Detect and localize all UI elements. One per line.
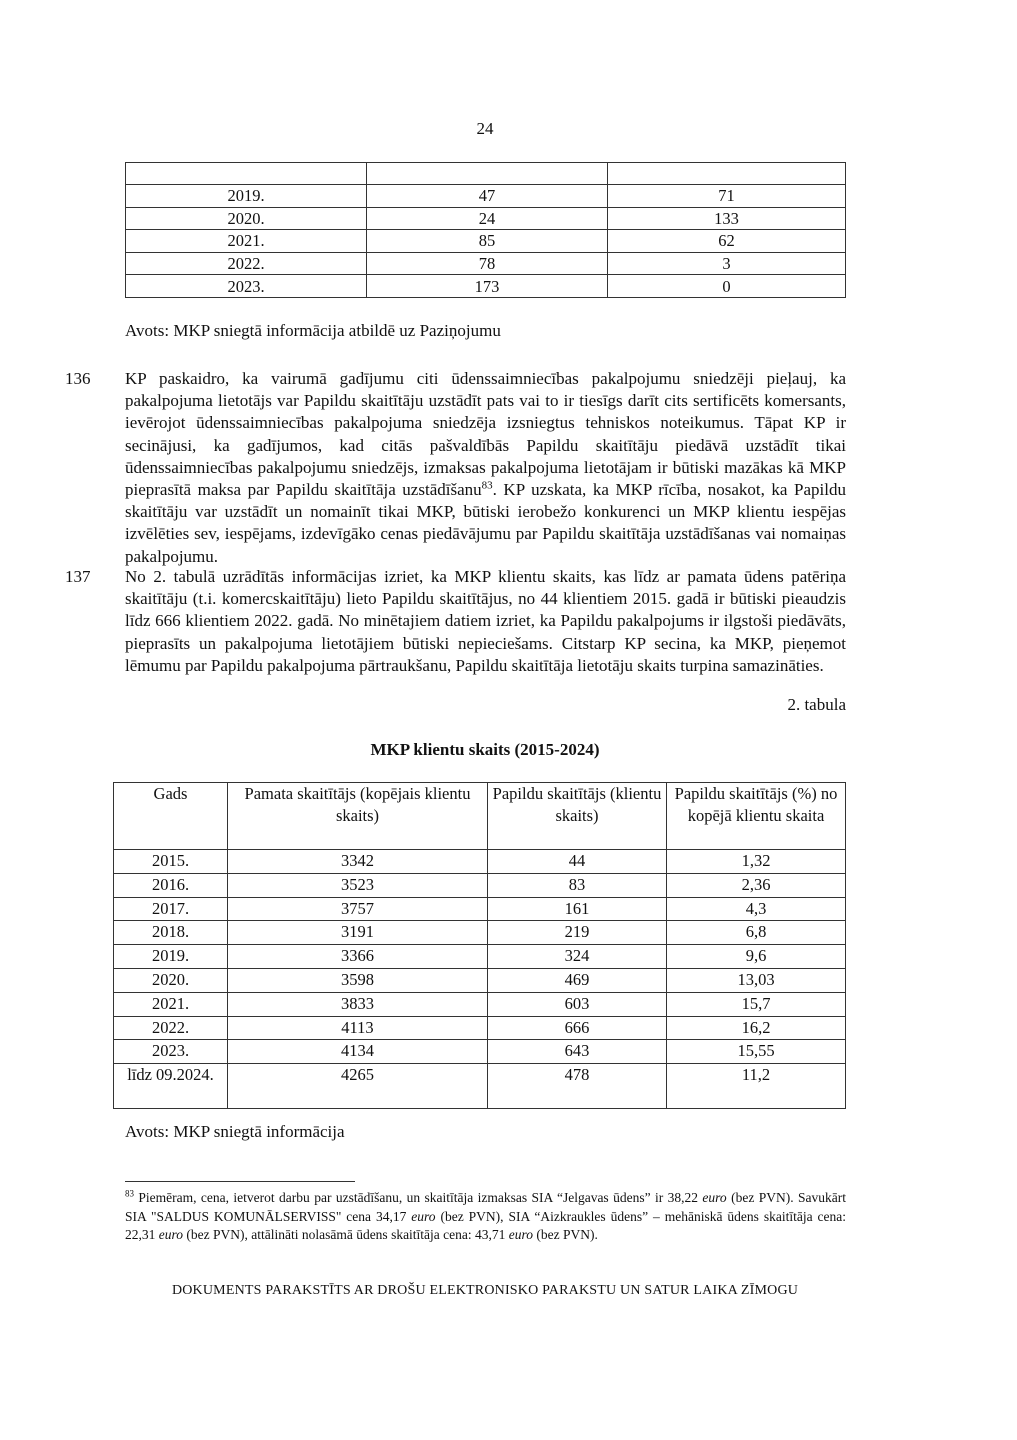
table-cell: 3833 xyxy=(228,992,488,1016)
table-cell: 324 xyxy=(488,945,667,969)
table-cell: 2015. xyxy=(114,850,228,874)
paragraph-number: 136 xyxy=(65,369,91,388)
table-cell: 4,3 xyxy=(667,897,846,921)
table-2-title: MKP klientu skaits (2015-2024) xyxy=(370,740,600,759)
footnote-text: euro xyxy=(158,1227,183,1242)
footnote xyxy=(125,1189,846,1245)
table-cell: 6,8 xyxy=(667,921,846,945)
table-row xyxy=(114,897,846,921)
table-cell: 1,32 xyxy=(667,850,846,874)
table-cell: 173 xyxy=(367,275,608,298)
page-number: 24 xyxy=(476,119,494,138)
table-cell xyxy=(608,163,846,185)
table-cell: 3191 xyxy=(228,921,488,945)
footnote-text: (bez PVN), attālināti nolasāmā ūdens skaitītāja cena: 43,71 xyxy=(183,1227,509,1242)
paragraph-text: No 2. tabulā uzrādītās informācijas izriet, ka MKP klientu skaits, kas līdz ar pamata ūdens patēriņa skaitītāju (t.i. komercskaitītāju) lieto Papildu skaitītājus, no 44 klientiem 2015. gadā ir būtiski pieaudzis līdz 666 klientiem 2022. gadā. No minētajiem datiem izriet, ka Papildu pakalpojums ir ilgstoši piedāvāts, pieprasīts un pakalpojuma lietotājiem būtiski nepieciešams. Citstarp KP secina, ka MKP, pieņemot lēmumu par Papildu pakalpojuma pārtraukšanu, Papildu skaitītāja lietotāju skaits turpina samazināties. xyxy=(125,567,846,675)
footnote-text: euro xyxy=(702,1190,727,1205)
table-1-source: Avots: MKP sniegtā informācija atbildē uz Paziņojumu xyxy=(125,321,501,340)
table-cell: 3598 xyxy=(228,968,488,992)
footnote-reference[interactable]: 83 xyxy=(481,479,493,492)
table-row xyxy=(126,230,846,253)
table-cell: 15,55 xyxy=(667,1040,846,1064)
table-cell: 2022. xyxy=(114,1016,228,1040)
table-cell: 2023. xyxy=(126,275,367,298)
table-2-label: 2. tabula xyxy=(787,695,846,714)
table-cell: 2017. xyxy=(114,897,228,921)
table-row xyxy=(114,1040,846,1064)
footnote-text: (bez PVN), SIA “Aizkraukles ūdens” – mehāniskā ūdens skaitītāja cena: 22,31 xyxy=(125,1208,846,1242)
table-cell: 666 xyxy=(488,1016,667,1040)
footnote-text: euro xyxy=(411,1208,436,1224)
table-cell: 3523 xyxy=(228,873,488,897)
paragraph-136 xyxy=(65,368,846,568)
table-cell: 3 xyxy=(608,252,846,275)
footnote-text: euro xyxy=(508,1227,534,1242)
table-cell: 0 xyxy=(608,275,846,298)
table-cell: 3342 xyxy=(228,850,488,874)
table-cell xyxy=(367,163,608,185)
table-cell: 2019. xyxy=(114,945,228,969)
table-cell: 9,6 xyxy=(667,945,846,969)
table-row xyxy=(114,1064,846,1109)
table-cell: 161 xyxy=(488,897,667,921)
table-row xyxy=(114,921,846,945)
table-cell: 83 xyxy=(488,873,667,897)
table-row xyxy=(126,163,846,185)
table-2-source: Avots: MKP sniegtā informācija xyxy=(125,1122,345,1141)
table-cell: 3366 xyxy=(228,945,488,969)
table-cell: 2019. xyxy=(126,185,367,208)
table-row xyxy=(126,275,846,298)
table-cell: 478 xyxy=(488,1064,667,1109)
table-row xyxy=(114,873,846,897)
footnote-text: (bez PVN). xyxy=(533,1227,598,1242)
table-cell: 603 xyxy=(488,992,667,1016)
table-cell: 4265 xyxy=(228,1064,488,1109)
table-cell: 4134 xyxy=(228,1040,488,1064)
table-cell xyxy=(126,163,367,185)
column-header: Papildu skaitītājs (klientu skaits) xyxy=(488,783,667,850)
table-cell: līdz 09.2024. xyxy=(114,1064,228,1109)
footnote-text: (bez PVN). Savukārt SIA "SALDUS KOMUNĀLSERVISS" cena 34,17 xyxy=(125,1190,846,1224)
table-row xyxy=(114,1016,846,1040)
table-cell: 2021. xyxy=(126,230,367,253)
table-cell: 24 xyxy=(367,207,608,230)
table-cell: 2020. xyxy=(114,968,228,992)
table-cell: 2018. xyxy=(114,921,228,945)
table-row xyxy=(114,945,846,969)
table-cell: 13,03 xyxy=(667,968,846,992)
table-cell: 2023. xyxy=(114,1040,228,1064)
column-header: Pamata skaitītājs (kopējais klientu skaits) xyxy=(228,783,488,850)
paragraph-137 xyxy=(65,566,846,677)
footnote-number: 83 xyxy=(125,1188,134,1199)
table-row xyxy=(114,850,846,874)
table-cell: 643 xyxy=(488,1040,667,1064)
table-row xyxy=(126,207,846,230)
table-cell: 2021. xyxy=(114,992,228,1016)
footnote-text: Piemēram, cena, ietverot darbu par uzstādīšanu, un skaitītāja izmaksas SIA “Jelgavas ūdens” ir 38,22 xyxy=(134,1190,703,1205)
table-cell: 2022. xyxy=(126,252,367,275)
table-cell: 16,2 xyxy=(667,1016,846,1040)
table-cell: 3757 xyxy=(228,897,488,921)
table-cell: 2020. xyxy=(126,207,367,230)
table-cell: 11,2 xyxy=(667,1064,846,1109)
table-cell: 71 xyxy=(608,185,846,208)
table-cell: 219 xyxy=(488,921,667,945)
table-cell: 44 xyxy=(488,850,667,874)
paragraph-text: KP paskaidro, ka vairumā gadījumu citi ūdenssaimniecības pakalpojumu sniedzēji pieļauj, ka pakalpojuma lietotājs var Papildu skaitītāju uzstādīt pats vai to ir tiesīgs darīt cits sertificēts komersants, ievērojot ūdenssaimniecības pakalpojuma sniedzēja izsniegtus tehniskos noteikumus. Tāpat KP ir secinājusi, ka gadījumos, kad citās pašvaldībās Papildu skaitītāju piedāvā uzstādīt tikai ūdenssaimniecības pakalpojumu sniedzējs, izmaksas pakalpojuma lietotājam ir būtiski mazākas kā MKP pieprasītā maksa par Papildu skaitītāja uzstādīšanu xyxy=(125,369,846,500)
paragraph-text: . KP uzskata, ka MKP rīcība, nosakot, ka Papildu skaitītāju var uzstādīt un nomainīt tikai MKP, būtiski ierobežo konkurenci un MKP klientu iespējas izvēlēties sev, iespējams, izdevīgāko cenas piedāvājumu par Papildu skaitītāja uzstādīšanas vai nomaiņas pakalpojumu. xyxy=(125,480,846,566)
footnote-separator xyxy=(125,1181,355,1182)
table-row xyxy=(114,992,846,1016)
table-row xyxy=(126,252,846,275)
paragraph-number: 137 xyxy=(65,567,91,586)
table-row xyxy=(126,185,846,208)
table-cell: 2016. xyxy=(114,873,228,897)
table-cell: 78 xyxy=(367,252,608,275)
signature-footer: DOKUMENTS PARAKSTĪTS AR DROŠU ELEKTRONISKO PARAKSTU UN SATUR LAIKA ZĪMOGU xyxy=(171,1283,799,1298)
column-header: Papildu skaitītājs (%) no kopējā klientu skaita xyxy=(667,783,846,850)
table-cell: 133 xyxy=(608,207,846,230)
table-row xyxy=(114,968,846,992)
table-cell: 4113 xyxy=(228,1016,488,1040)
table-1 xyxy=(125,162,846,298)
column-header: Gads xyxy=(114,783,228,850)
table-cell: 2,36 xyxy=(667,873,846,897)
table-2 xyxy=(113,782,846,1109)
table-cell: 85 xyxy=(367,230,608,253)
table-cell: 469 xyxy=(488,968,667,992)
table-header-row xyxy=(114,783,846,850)
table-cell: 47 xyxy=(367,185,608,208)
table-cell: 15,7 xyxy=(667,992,846,1016)
table-cell: 62 xyxy=(608,230,846,253)
